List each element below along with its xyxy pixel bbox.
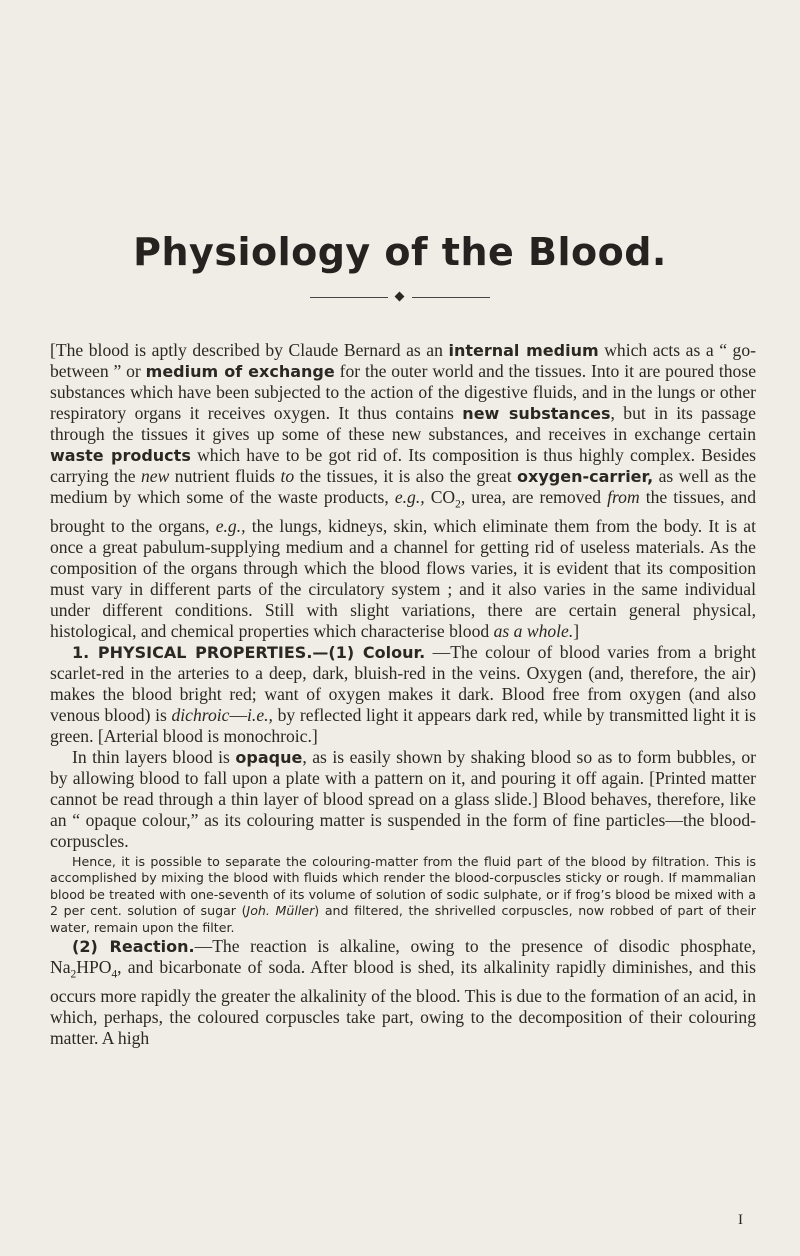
italic-text: from	[607, 487, 640, 507]
term-medium-of-exchange: medium of exchange	[145, 362, 335, 381]
term-opaque: opaque	[235, 747, 303, 767]
body-text	[50, 340, 756, 1049]
diamond-ornament-icon	[395, 292, 405, 302]
text-run: as well as the medium by which some of the waste products,	[50, 466, 757, 507]
subheading-reaction: (2) Reaction.	[72, 937, 195, 957]
text-run: the tissues, and brought to the organs,	[50, 487, 756, 536]
text-run: , urea, are removed	[460, 487, 608, 507]
subscript: 2	[455, 498, 461, 511]
italic-text: new	[141, 466, 170, 486]
ornament-rule-left	[310, 297, 388, 298]
text-run: Hence, it is possible to separate the colouring-matter from the fluid part of the blood by filtration. This is accomplished by mixing the blood with fluids which render the blood-corpuscles sticky or rough. If mammalian blood be treated with one-seventh of its volume of solution of sodic sulphate, or if frog’s blood be mixed with a 2 per cent. solution of sugar (	[50, 853, 756, 919]
term-internal-medium: internal medium	[448, 341, 599, 360]
text-run: In thin layers blood is	[72, 746, 236, 767]
term-oxygen-carrier: oxygen-carrier,	[517, 467, 654, 486]
text-run: , as is easily shown by shaking blood so as to form bubbles, or by allowing blood to fall upon a plate with a pattern on it, and pouring it off again. [Printed matter cannot be read through a thin layer of blood spread on a glass slide.] Blood behaves, therefore, like an “ opaque colour,” as its colouring matter is suspended in the form of fine particles—the blood-corpuscles.	[50, 746, 756, 851]
italic-text: e.g.,	[394, 487, 425, 507]
printer-signature-mark: I	[738, 1212, 743, 1228]
text-run: [The blood is aptly described by Claude Bernard as an	[50, 340, 449, 360]
section-heading-physical-properties: 1. PHYSICAL PROPERTIES.	[72, 642, 313, 662]
text-run: —The reaction is alkaline, owing to the presence of disodic phosphate, Na	[50, 936, 756, 978]
italic-text: to	[280, 466, 295, 486]
text-run: by reflected light it appears dark red, while by transmitted light it is green. [Arterial blood is monochroic.]	[50, 704, 756, 746]
text-run: nutrient fluids	[169, 466, 281, 486]
physical-properties-paragraph	[50, 642, 756, 747]
term-waste-products: waste products	[50, 446, 191, 465]
text-run: , and bicarbonate of soda. After blood is shed, its alkalinity rapidly diminishes, and this occurs more rapidly the greater the alkalinity of the blood. This is due to the formation of an acid, in which, perhaps, the coloured corpuscles take part, owing to the decomposition of their colouring matter. A high	[50, 957, 756, 1048]
ornament-rule-right	[412, 297, 490, 298]
subscript: 2	[70, 968, 77, 981]
text-run: HPO	[76, 957, 112, 978]
text-run: ) and filtered, the shrivelled corpuscles, now robbed of part of their water, remain upon the filter.	[50, 903, 756, 935]
text-run: for the outer world and the tissues. Into it are poured those substances which have been subjected to the action of the digestive fluids, and in the lungs or other respiratory organs it receives oxygen. It thus contains	[50, 361, 757, 423]
text-run: —	[229, 704, 248, 725]
text-run: which have to be got rid of. Its composition is thus highly complex. Besides carrying the	[50, 445, 756, 486]
reaction-paragraph	[50, 936, 756, 1049]
text-run: CO	[424, 487, 456, 507]
italic-text: e.g.,	[215, 515, 246, 536]
italic-text: as a whole.	[493, 620, 574, 641]
author-name: Joh. Müller	[246, 903, 315, 919]
text-run: —The colour of blood varies from a bright scarlet-red in the arteries to a deep, dark, bluish-red in the veins. Oxygen (and, therefore, the air) makes the blood bright red; want of oxygen makes it dark. Blood free from oxygen (and also venous blood) is	[50, 641, 756, 725]
filtration-note	[50, 854, 756, 937]
opacity-paragraph	[50, 747, 756, 852]
subheading-colour: —(1) Colour.	[312, 642, 426, 662]
text-run: , but in its passage through the tissues it gives up some of these new substances, and receives in exchange certain	[50, 403, 756, 444]
intro-paragraph	[50, 340, 756, 642]
title-ornament	[310, 293, 490, 303]
page-title: Physiology of the Blood.	[133, 230, 667, 274]
italic-text: i.e.,	[247, 704, 273, 725]
text-run: which acts as a “ go-between ” or	[50, 340, 757, 381]
text-run: the lungs, kidneys, skin, which eliminate them from the body. It is at once a great pabulum-supplying medium and a channel for getting rid of useless materials. As the composition of the organs through which the blood flows varies, it is evident that its composition must vary in different parts of the circulatory system ; and it also varies in the same individual under different conditions. Still with slight variations, there are certain general physical, histological, and chemical properties which characterise blood	[50, 515, 756, 641]
text-run: ]	[573, 620, 580, 641]
subscript: 4	[111, 968, 118, 981]
italic-text: dichroic	[171, 704, 230, 725]
term-new-substances: new substances	[462, 404, 611, 423]
text-run: the tissues, it is also the great	[294, 466, 518, 486]
